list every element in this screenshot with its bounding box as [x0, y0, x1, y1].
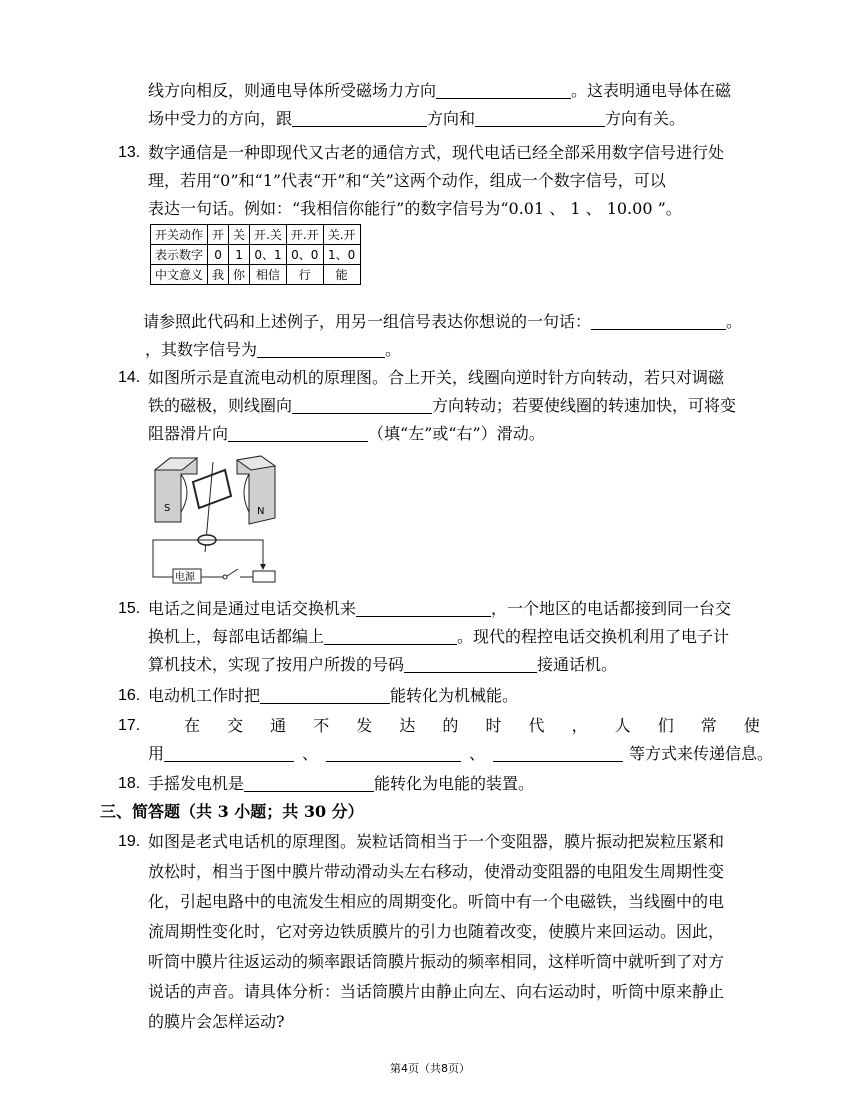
q18-text: 手摇发电机是	[148, 774, 245, 793]
signal-code-table	[150, 224, 361, 285]
answer-blank[interactable]	[591, 313, 726, 330]
table-cell: 表示数字	[151, 245, 208, 265]
table-cell: 关.开	[323, 225, 360, 245]
table-cell: 你	[229, 265, 250, 285]
answer-blank[interactable]	[475, 110, 605, 127]
table-row	[151, 265, 361, 285]
table-row	[151, 245, 361, 265]
q18-text: 能转化为电能的装置。	[374, 774, 535, 793]
q13-text: 请参照此代码和上述例子，用另一组信号表达你想说的一句话：	[143, 312, 592, 331]
q17-char: 的	[442, 716, 459, 735]
table-cell: 0、1	[250, 245, 287, 265]
question-number: 14.	[118, 369, 141, 386]
q19-line: 如图是老式电话机的原理图。炭粒话筒相当于一个变阻器，膜片振动把炭粒压紧和	[148, 832, 725, 851]
q17-char: 通	[270, 716, 287, 735]
q13-line-5	[145, 340, 401, 360]
table-cell: 开关动作	[151, 225, 208, 245]
q19-line: 听筒中膜片往返运动的频率跟话筒膜片振动的频率相同，这样听筒中就听到了对方	[148, 952, 725, 971]
q12-text: 方向和	[427, 109, 476, 128]
table-cell: 开.关	[250, 225, 287, 245]
answer-blank[interactable]	[404, 656, 537, 673]
q12-text: 。这表明通电导体在磁	[571, 81, 732, 100]
q17-char: 使	[743, 716, 760, 735]
rheostat	[253, 571, 275, 582]
question-number: 13.	[118, 144, 141, 161]
label-n: N	[257, 506, 265, 517]
q19-line: 化，引起电路中的电流发生相应的周期变化。听筒中有一个电磁铁，当线圈中的电	[148, 892, 725, 911]
q17-char: 人	[614, 716, 631, 735]
switch-lever	[227, 569, 238, 576]
table-cell: 1	[229, 245, 250, 265]
table-cell: 中文意义	[151, 265, 208, 285]
table-cell: 行	[286, 265, 323, 285]
q16-text: 电动机工作时把	[148, 686, 261, 705]
question-number: 19.	[118, 833, 141, 850]
question-number: 16.	[118, 687, 141, 704]
q19-line: 放松时，相当于图中膜片带动滑动头左右移动，使滑动变阻器的电阻发生周期性变	[148, 862, 725, 881]
answer-blank[interactable]	[292, 110, 427, 127]
table-cell: 开.开	[286, 225, 323, 245]
answer-blank[interactable]	[244, 775, 374, 792]
q17-line-2	[148, 744, 773, 764]
q17-char: 在	[184, 716, 201, 735]
q16-line	[148, 686, 518, 706]
answer-blank[interactable]	[292, 397, 432, 414]
q12-line-1	[148, 81, 731, 101]
answer-blank[interactable]	[260, 687, 390, 704]
answer-blank[interactable]	[164, 745, 294, 762]
q17-text: 、	[469, 744, 486, 763]
page-footer: 第4页（共8页）	[390, 1062, 470, 1075]
q12-text: 方向有关。	[605, 109, 686, 128]
q15-line-1	[148, 599, 731, 619]
q17-char: 交	[227, 716, 244, 735]
q15-text: 接通话机。	[537, 655, 618, 674]
q17-text: 用	[148, 744, 165, 763]
label-s: S	[164, 503, 171, 514]
q15-text: 。现代的程控电话交换机利用了电子计	[457, 627, 730, 646]
answer-blank[interactable]	[493, 745, 623, 762]
q17-char: ，	[571, 716, 588, 735]
answer-blank[interactable]	[356, 600, 491, 617]
answer-blank[interactable]	[228, 425, 368, 442]
q13-line-4	[143, 312, 742, 332]
label-power: 电源	[175, 572, 195, 583]
q17-char: 代	[528, 716, 545, 735]
answer-blank[interactable]	[326, 745, 461, 762]
q17-char: 时	[485, 716, 502, 735]
question-number: 17.	[118, 717, 141, 734]
q15-text: 算机技术，实现了按用户所拨的号码	[148, 655, 405, 674]
q17-text: 、	[302, 744, 319, 763]
q17-text: 等方式来传递信息。	[629, 744, 774, 763]
q12-text: 线方向相反，则通电导体所受磁场力方向	[148, 81, 437, 100]
q13-line-2: 理，若用“0”和“1”代表“开”和“关”这两个动作，组成一个数字信号，可以	[148, 171, 666, 190]
table-cell: 能	[323, 265, 360, 285]
q14-text: 阻器滑片向	[148, 424, 229, 443]
q19-line: 说话的声音。请具体分析：当话筒膜片由静止向左、向右运动时，听筒中原来静止	[148, 982, 725, 1001]
question-number: 15.	[118, 600, 141, 617]
q14-text: （填“左”或“右”）滑动。	[368, 424, 545, 443]
answer-blank[interactable]	[324, 628, 457, 645]
q14-text: 铁的磁极，则线圈向	[148, 396, 293, 415]
q13-line-3: 表达一句话。例如：“我相信你能行”的数字信号为“0.01 、 1 、 10.00 ”。	[148, 199, 682, 218]
q14-line-3	[148, 424, 545, 444]
q13-text: 。	[726, 312, 743, 331]
table-cell: 0	[208, 245, 229, 265]
table-cell: 关	[229, 225, 250, 245]
q15-line-3	[148, 655, 617, 675]
table-cell: 相信	[250, 265, 287, 285]
table-cell: 开	[208, 225, 229, 245]
q12-line-2	[148, 109, 685, 129]
q15-line-2	[148, 627, 729, 647]
q17-char: 不	[313, 716, 330, 735]
q15-text: 电话之间是通过电话交换机来	[148, 599, 357, 618]
table-cell: 1、0	[323, 245, 360, 265]
q19-line: 流周期性变化时，它对旁边铁质膜片的引力也随着改变，使膜片来回运动。因此，	[148, 922, 725, 941]
table-row	[151, 225, 361, 245]
q14-line-1: 如图所示是直流电动机的原理图。合上开关，线圈向逆时针方向转动，若只对调磁	[148, 368, 725, 387]
q18-line	[148, 774, 534, 794]
q12-text: 场中受力的方向，跟	[148, 109, 293, 128]
q17-char: 常	[700, 716, 717, 735]
q13-line-1: 数字通信是一种即现代又古老的通信方式，现代电话已经全部采用数字信号进行处	[148, 143, 725, 162]
q14-text: 方向转动；若要使线圈的转速加快，可将变	[432, 396, 737, 415]
q17-line-1	[148, 716, 760, 736]
q15-text: 换机上，每部电话都编上	[148, 627, 325, 646]
question-number: 18.	[118, 775, 141, 792]
table-cell: 我	[208, 265, 229, 285]
q15-text: ，一个地区的电话都接到同一台交	[491, 599, 732, 618]
answer-blank[interactable]	[436, 82, 571, 99]
q14-line-2	[148, 396, 736, 416]
answer-blank[interactable]	[257, 341, 385, 358]
q17-char: 达	[399, 716, 416, 735]
q13-text: 。	[385, 340, 402, 359]
switch-contact	[223, 575, 227, 579]
table-cell: 0、0	[286, 245, 323, 265]
q19-line: 的膜片会怎样运动?	[148, 1012, 285, 1031]
q17-char: 发	[356, 716, 373, 735]
dc-motor-diagram	[145, 452, 285, 584]
section-heading: 三、简答题（共 3 小题；共 30 分）	[100, 802, 364, 821]
q16-text: 能转化为机械能。	[390, 686, 519, 705]
q13-text: ，其数字信号为	[145, 340, 258, 359]
q17-char: 们	[657, 716, 674, 735]
